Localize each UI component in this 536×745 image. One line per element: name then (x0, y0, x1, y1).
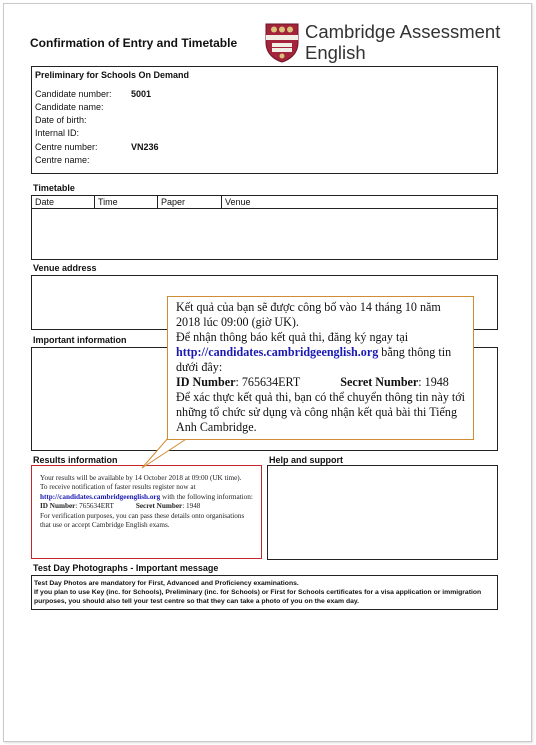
logo-line-2: English (305, 42, 366, 63)
results-secret-label: Secret Number (135, 502, 183, 511)
results-secret-value: : 1948 (182, 502, 201, 511)
centre-name-label: Centre name: (35, 155, 90, 165)
candidate-box (31, 66, 498, 174)
results-text (40, 474, 256, 530)
photos-title: Test Day Photographs - Important message (33, 563, 219, 573)
important-title: Important information (33, 335, 127, 345)
callout-secret-value: : 1948 (418, 375, 449, 389)
centre-number-value: VN236 (131, 142, 159, 152)
venue-title: Venue address (33, 263, 97, 273)
callout-id-value: : 765634ERT (235, 375, 301, 389)
photos-line-2: If you plan to use Key (inc. for Schools), Preliminary (inc. for Schools) or First for Schools certificates for a visa application or immigration purposes, you should also tell your test centre so that they can take a photo of you on the exam day. (34, 588, 482, 605)
help-title: Help and support (269, 455, 343, 465)
callout-id-label: ID Number (176, 375, 236, 389)
document-title: Confirmation of Entry and Timetable (30, 36, 238, 50)
callout-ids (176, 375, 468, 390)
exam-title: Preliminary for Schools On Demand (35, 70, 190, 80)
results-link[interactable]: http://candidates.cambridgeenglish.org (40, 492, 161, 501)
callout-line-4: Để xác thực kết quả thi, bạn có thể chuyển thông tin này tới những tổ chức sử dụng và công nhận kết quả bài thi Tiếng Anh Cambridge. (176, 390, 466, 434)
callout-line-2-post: bằng thông tin dưới đây: (176, 345, 452, 374)
callout-link[interactable]: http://candidates.cambridgeenglish.org (176, 345, 379, 359)
results-id-value: : 765634ERT (75, 502, 114, 511)
callout-line-2-pre: Để nhận thông báo kết quả thi, đăng ký ngay tại (176, 330, 409, 344)
results-line-4: For verification purposes, you can pass these details onto organisations that use or accept Cambridge English exams. (40, 511, 245, 530)
vietnamese-callout (167, 296, 474, 440)
photos-line-1: Test Day Photos are mandatory for First, Advanced and Proficiency examinations. (34, 580, 299, 587)
internal-id-label: Internal ID: (35, 128, 80, 138)
timetable-col-date: Date (32, 196, 95, 208)
candidate-name-label: Candidate name: (35, 102, 104, 112)
help-box (267, 465, 498, 560)
photos-text (34, 580, 496, 606)
callout-secret-label: Secret Number (340, 375, 419, 389)
dob-label: Date of birth: (35, 115, 87, 125)
timetable-table (31, 195, 498, 260)
results-line-2-post: with the following information: (160, 492, 253, 501)
candidate-number-value: 5001 (131, 89, 152, 99)
results-ids (40, 502, 256, 511)
timetable-title: Timetable (33, 183, 75, 193)
centre-number-label: Centre number: (35, 142, 98, 152)
candidate-number-label: Candidate number: (35, 89, 112, 99)
callout-line-2 (176, 330, 468, 375)
callout-line-1: Kết quả của bạn sẽ được công bố vào 14 tháng 10 năm 2018 lúc 09:00 (giờ UK). (176, 300, 441, 329)
logo-line-1: Cambridge Assessment (305, 21, 501, 42)
timetable-col-venue: Venue (225, 197, 251, 207)
timetable-col-paper: Paper (158, 196, 222, 208)
results-id-label: ID Number (40, 502, 76, 511)
timetable-col-time: Time (95, 196, 158, 208)
results-line-1: Your results will be available by 14 October 2018 at 09:00 (UK time). (40, 474, 242, 482)
results-title: Results information (33, 455, 118, 465)
results-line-2-pre: To receive notification of faster results register now at (40, 483, 196, 492)
cambridge-shield-icon (265, 23, 299, 63)
results-line-2 (40, 483, 256, 502)
